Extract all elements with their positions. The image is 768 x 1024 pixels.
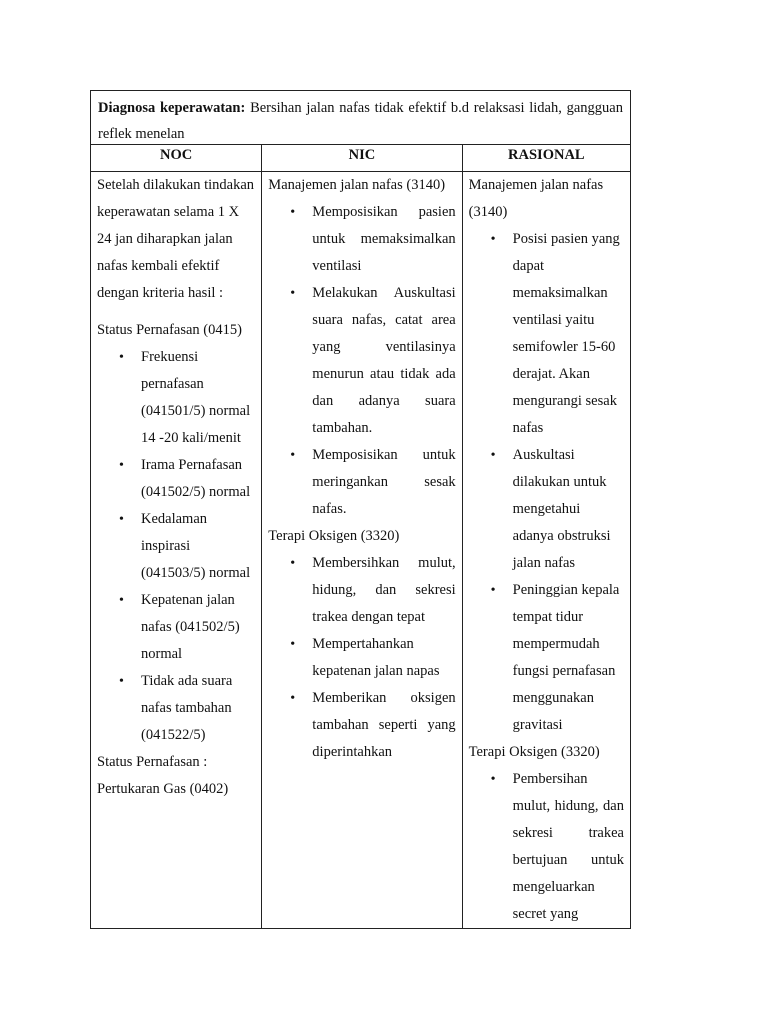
noc-cell	[91, 172, 262, 929]
nic-cell	[262, 172, 462, 929]
rasional-cell	[462, 172, 630, 929]
header-noc: NOC	[91, 145, 262, 172]
list-item: • Peninggian kepala tempat tidur mempermudah fungsi pernafasan menggunakan gravitasi	[513, 577, 624, 739]
diagnosis-cell	[91, 91, 631, 145]
list-item: • Kedalaman inspirasi (041503/5) normal	[141, 506, 255, 587]
list-item: • Kepatenan jalan nafas (041502/5) normal	[141, 587, 255, 668]
rasional-section1-title: Manajemen jalan nafas (3140)	[468, 177, 604, 220]
nic-section2-list	[268, 550, 455, 766]
care-plan-table	[90, 90, 631, 929]
noc-criteria-list	[97, 344, 255, 749]
list-item: • Melakukan Auskultasi suara nafas, catat area yang ventilasinya menurun atau tidak ada dan adanya suara tambahan.	[312, 280, 455, 442]
list-item: • Memposisikan untuk meringankan sesak nafas.	[312, 442, 455, 523]
diagnosis-paragraph	[92, 92, 629, 143]
nic-section1-title: Manajemen jalan nafas (3140)	[268, 177, 446, 193]
list-item: • Auskultasi dilakukan untuk mengetahui adanya obstruksi jalan nafas	[513, 442, 624, 577]
noc-intro: Setelah dilakukan tindakan keperawatan selama 1 X 24 jan diharapkan jalan nafas kembali efektif dengan kriteria hasil :	[97, 177, 255, 301]
nic-section1-list	[268, 199, 455, 523]
list-item: • Pembersihan mulut, hidung, dan sekresi trakea bertujuan untuk mengeluarkan secret yang	[513, 766, 624, 928]
nic-section2-title: Terapi Oksigen (3320)	[268, 528, 400, 544]
header-rasional: RASIONAL	[462, 145, 630, 172]
rasional-section2-title: Terapi Oksigen (3320)	[468, 744, 600, 760]
content-row	[91, 172, 631, 929]
list-item: • Posisi pasien yang dapat memaksimalkan ventilasi yaitu semifowler 15-60 derajat. Akan mengurangi sesak nafas	[513, 226, 624, 442]
list-item: • Mempertahankan kepatenan jalan napas	[312, 631, 455, 685]
diagnosis-text: Bersihan jalan nafas tidak efektif b.d relaksasi lidah, gangguan reflek menelan	[98, 100, 623, 142]
list-item: • Membersihkan mulut, hidung, dan sekresi trakea dengan tepat	[312, 550, 455, 631]
list-item: • Memberikan oksigen tambahan seperti yang diperintahkan	[312, 685, 455, 766]
diagnosis-label: Diagnosa keperawatan:	[98, 100, 246, 116]
rasional-section1-list	[469, 226, 624, 739]
list-item: • Tidak ada suara nafas tambahan (041522/5)	[141, 668, 255, 749]
list-item: • Memposisikan pasien untuk memaksimalkan ventilasi	[312, 199, 455, 280]
noc-status1-title: Status Pernafasan (0415)	[97, 322, 242, 338]
list-item: • Frekuensi pernafasan (041501/5) normal 14 -20 kali/menit	[141, 344, 255, 452]
list-item: • Irama Pernafasan (041502/5) normal	[141, 452, 255, 506]
header-row	[91, 145, 631, 172]
header-nic: NIC	[262, 145, 462, 172]
noc-status2-title: Status Pernafasan : Pertukaran Gas (0402)	[97, 754, 229, 797]
diagnosis-row	[91, 91, 631, 145]
rasional-section2-list	[469, 766, 624, 928]
